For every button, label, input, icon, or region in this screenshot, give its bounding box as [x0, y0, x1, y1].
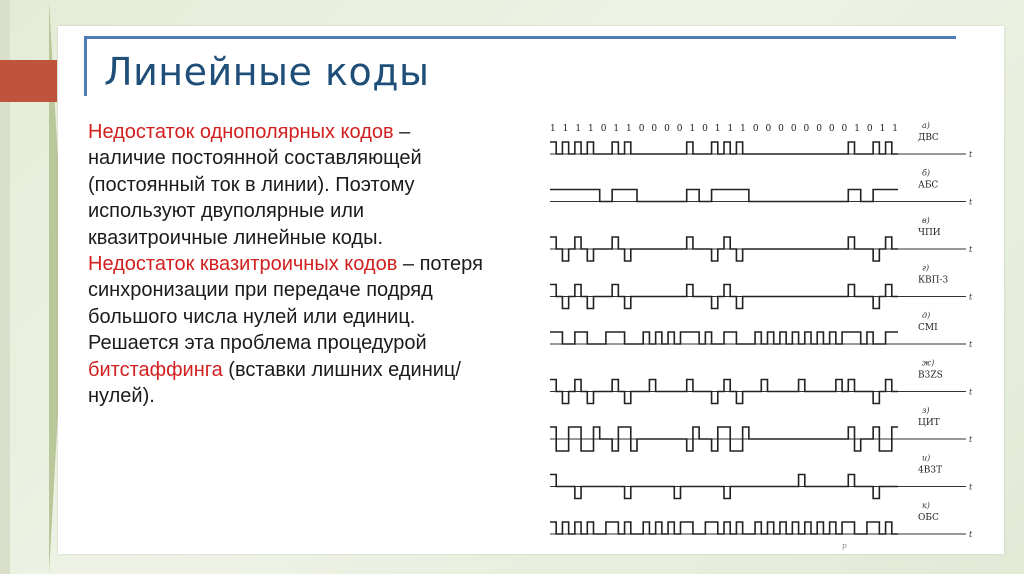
time-axis-label: t — [969, 482, 973, 492]
time-axis-label: t — [969, 340, 973, 349]
waveform-name: АБС — [918, 180, 939, 191]
line-codes-diagram — [486, 106, 978, 554]
slide-title: Линейные коды — [104, 50, 430, 94]
waveform-letter: з) — [922, 406, 930, 415]
paragraph-unipolar — [88, 119, 488, 251]
time-axis-label: t — [969, 530, 973, 539]
waveform-5 — [550, 332, 898, 344]
footer-mark: P — [842, 543, 847, 552]
time-axis-label: t — [969, 245, 973, 254]
paragraph-unipolar-highlight: Недостаток однополярных кодов — [88, 121, 394, 143]
paragraph-ternary-highlight: Недостаток квазитроичных кодов — [88, 253, 398, 276]
title-rule — [84, 36, 956, 39]
title-left-rule — [84, 36, 87, 96]
waveform-name: ОБС — [918, 513, 939, 523]
waveform-letter: к) — [922, 501, 930, 510]
time-axis-label: t — [969, 292, 973, 302]
time-axis-label: t — [969, 435, 973, 444]
waveform-8 — [550, 475, 898, 499]
waveform-name: 4B3T — [918, 465, 943, 476]
waveform-letter: ж) — [922, 358, 935, 368]
waveform-letter: а) — [922, 121, 930, 130]
waveform-letter: г) — [922, 263, 930, 273]
slide — [58, 26, 1004, 554]
paragraph-ternary-end: (вставки лишних единиц/нулей). — [88, 358, 461, 408]
time-axis-label: t — [969, 150, 973, 159]
waveform-letter: в) — [922, 216, 930, 225]
paragraph-unipolar-text: – наличие постоянной составляющей (постоянный ток в линии). Поэтому используют двуполярные или квазитроичные линейные коды. — [88, 121, 422, 249]
waveform-name: CMI — [918, 323, 938, 333]
paragraph-ternary — [88, 251, 488, 409]
waveform-9 — [550, 522, 898, 534]
waveform-6 — [550, 380, 898, 404]
waveform-letter: и) — [922, 453, 931, 463]
waveform-name: КВП-3 — [918, 275, 949, 286]
waveform-name: B3ZS — [918, 370, 943, 381]
waveform-name: ДВС — [918, 133, 939, 143]
bitstuffing-highlight: битстаффинга — [88, 358, 223, 381]
waveform-name: ЦИТ — [918, 418, 940, 428]
waveform-2 — [550, 190, 898, 202]
waveform-letter: д) — [922, 311, 931, 320]
line-codes-figure — [486, 106, 978, 554]
waveform-name: ЧПИ — [918, 228, 941, 238]
accent-bar — [0, 60, 57, 102]
body-text — [88, 119, 488, 409]
paragraph-ternary-text: – потеря синхронизации при передаче подряд большого числа нулей или единиц. Решается эта проблема процедурой — [88, 253, 483, 355]
time-axis-label: t — [969, 197, 973, 207]
time-axis-label: t — [969, 387, 973, 397]
waveform-letter: б) — [922, 168, 931, 178]
bit-sequence: 1 1 1 1 0 1 1 0 0 0 0 1 0 1 1 1 0 0 0 0 0 0 0 0 1 0 1 1 — [550, 124, 898, 134]
waveform-3 — [550, 237, 898, 261]
waveform-1 — [550, 142, 898, 154]
waveform-4 — [550, 285, 898, 309]
